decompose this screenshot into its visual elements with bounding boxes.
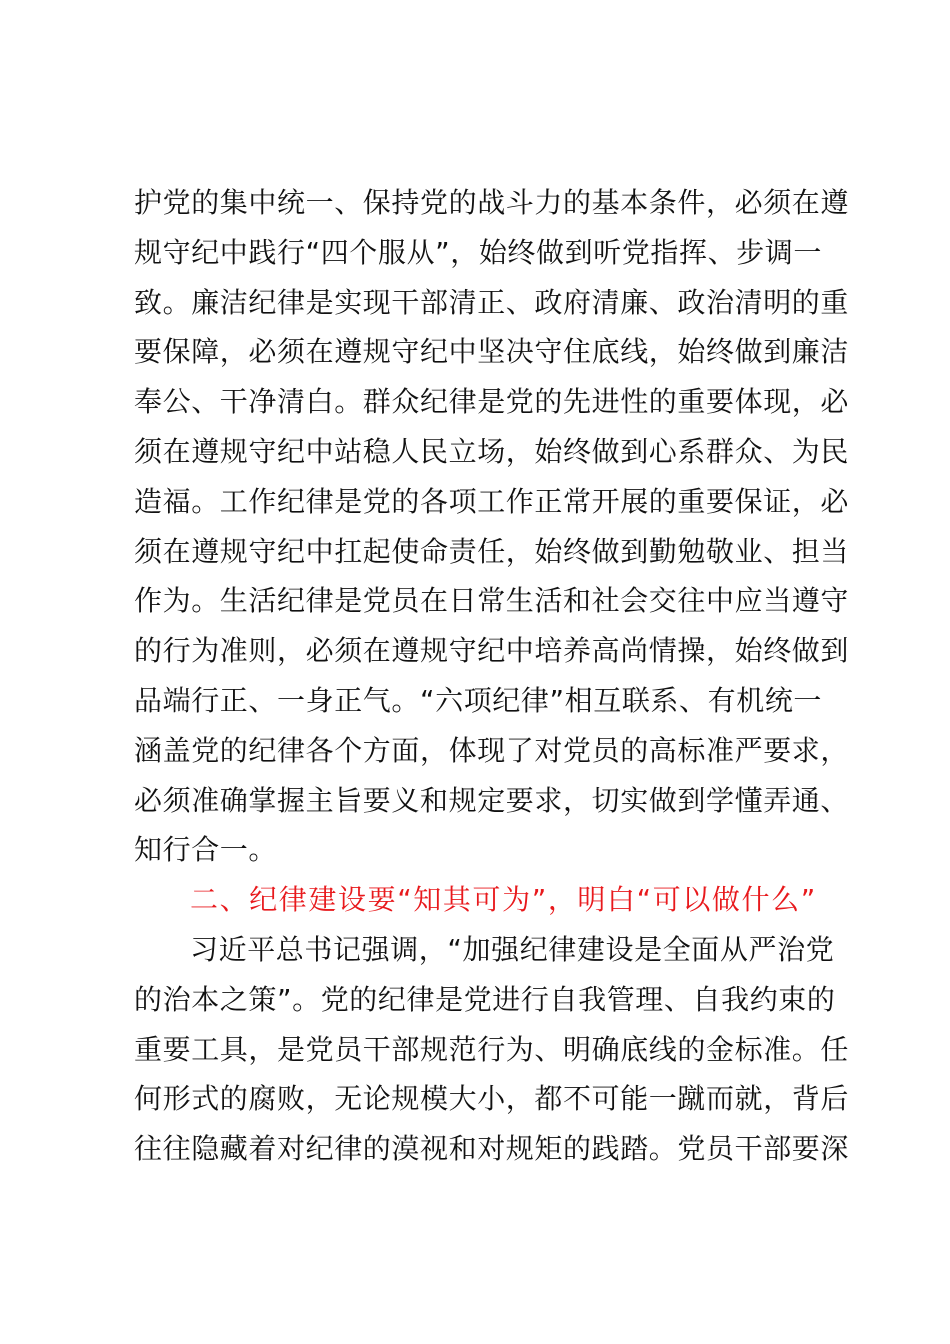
paragraph-line: 规守纪中践行“四个服从”，始终做到听党指挥、步调一 <box>134 235 823 269</box>
paragraph-line: 要保障，必须在遵规守纪中坚决守住底线，始终做到廉洁 <box>134 335 850 369</box>
paragraph-line: 护党的集中统一、保持党的战斗力的基本条件，必须在遵 <box>134 186 850 219</box>
paragraph-line: 的治本之策”。党的纪律是党进行自我管理、自我约束的 <box>134 982 836 1016</box>
paragraph-line: 致。廉洁纪律是实现干部清正、政府清廉、政治清明的重 <box>134 285 850 319</box>
paragraph-line: 须在遵规守纪中扛起使命责任，始终做到勤勉敬业、担当 <box>134 534 850 568</box>
section-heading: 二、纪律建设要“知其可为”，明白“可以做什么” <box>190 883 817 917</box>
paragraph-line: 习近平总书记强调，“加强纪律建设是全面从严治党 <box>190 932 835 966</box>
paragraph-line: 涵盖党的纪律各个方面，体现了对党员的高标准严要求， <box>134 733 850 767</box>
paragraph-line: 须在遵规守纪中站稳人民立场，始终做到心系群众、为民 <box>134 434 850 468</box>
document-body <box>134 178 850 1174</box>
paragraph-line: 品端行正、一身正气。“六项纪律”相互联系、有机统一 <box>134 683 823 717</box>
paragraph-line: 往往隐藏着对纪律的漠视和对规矩的践踏。党员干部要深 <box>134 1132 850 1166</box>
paragraph-line: 的行为准则，必须在遵规守纪中培养高尚情操，始终做到 <box>134 634 850 668</box>
paragraph-line: 知行合一。 <box>134 833 278 867</box>
paragraph-line: 奉公、干净清白。群众纪律是党的先进性的重要体现，必 <box>134 385 850 419</box>
paragraph-line: 重要工具，是党员干部规范行为、明确底线的金标准。任 <box>134 1032 850 1066</box>
paragraph-line: 必须准确掌握主旨要义和规定要求，切实做到学懂弄通、 <box>134 783 850 817</box>
paragraph-line: 何形式的腐败，无论规模大小，都不可能一蹴而就，背后 <box>134 1082 850 1116</box>
paragraph-line: 作为。生活纪律是党员在日常生活和社会交往中应当遵守 <box>134 584 850 618</box>
paragraph-line: 造福。工作纪律是党的各项工作正常开展的重要保证，必 <box>134 484 850 518</box>
